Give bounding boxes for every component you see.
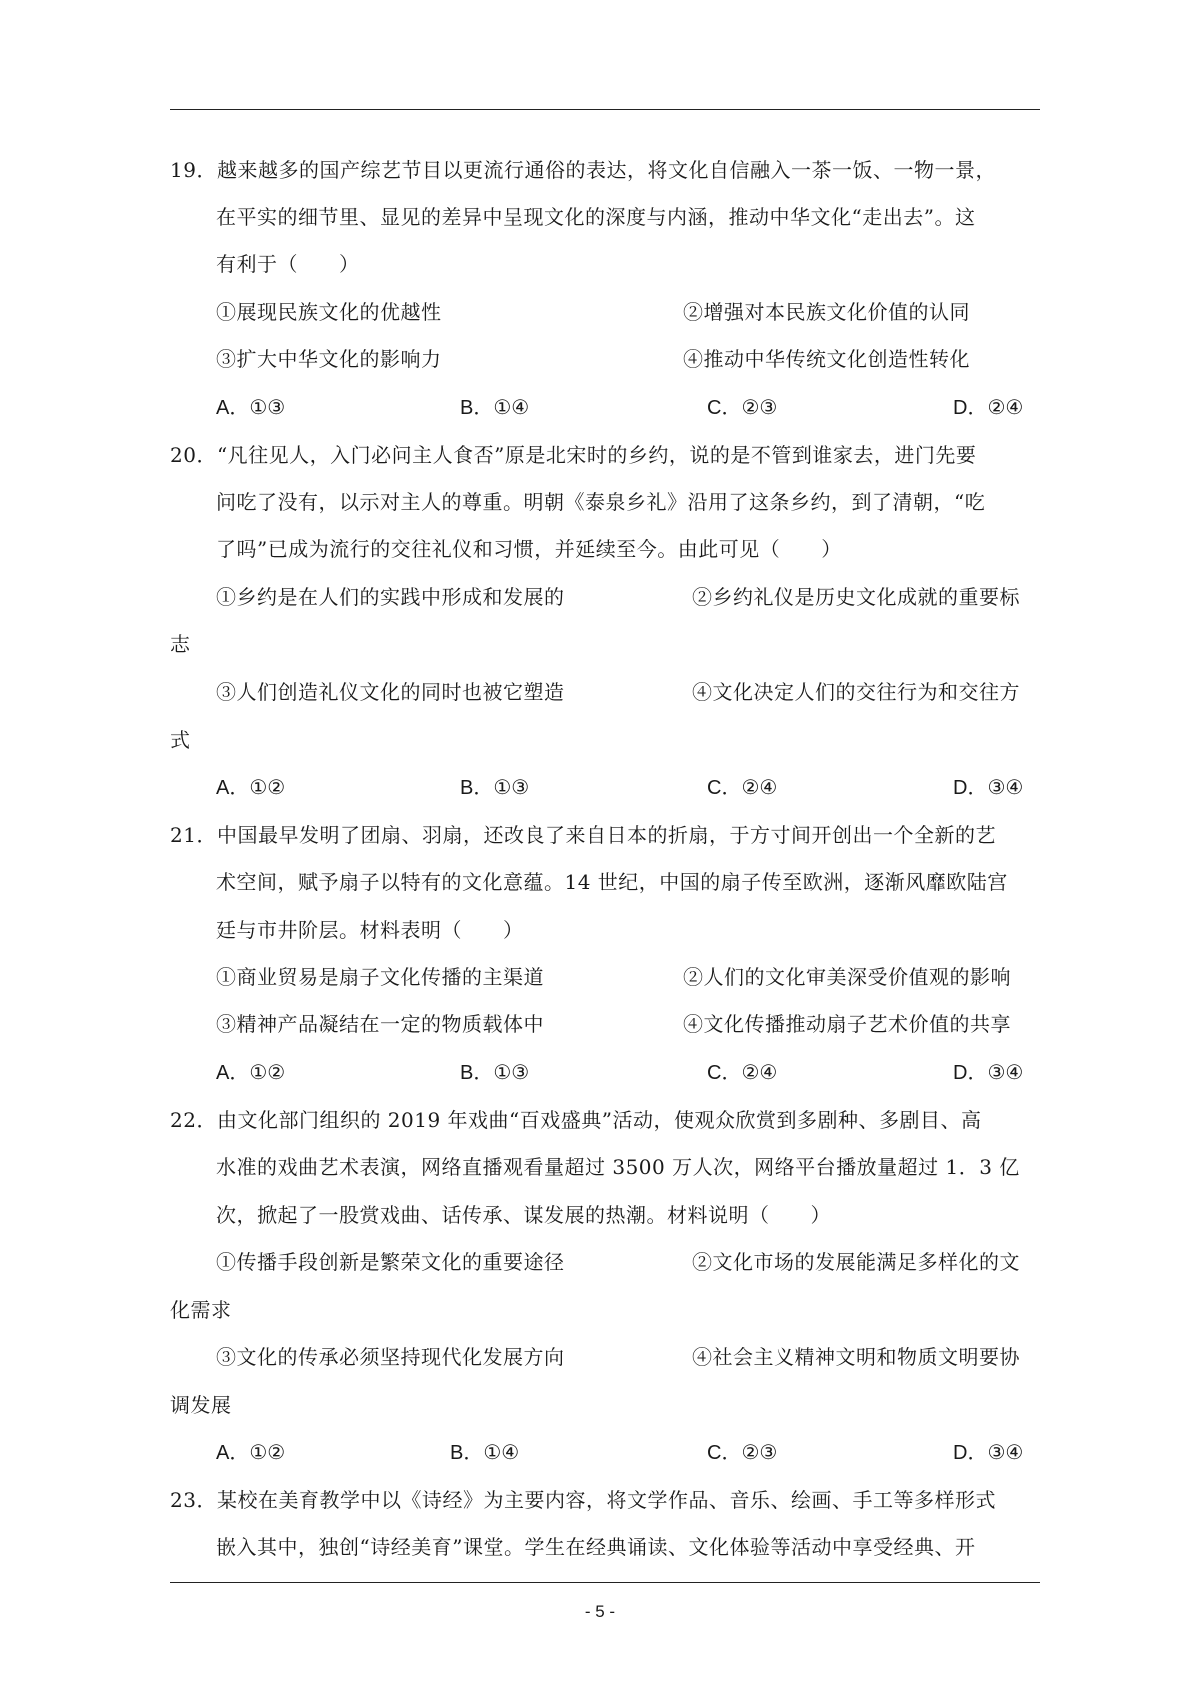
q21-statement-1: ①商业贸易是扇子文化传播的主渠道	[216, 965, 544, 989]
q22-statement-4: ④社会主义精神文明和物质文明要协	[692, 1345, 1020, 1369]
choice-value: ①④	[493, 395, 530, 419]
q22-line-1: 22．由文化部门组织的 2019 年戏曲“百戏盛典”活动，使观众欣赏到多剧种、多剧目、高	[170, 1108, 982, 1132]
q23-line-2: 嵌入其中，独创“诗经美育”课堂。学生在经典诵读、文化体验等活动中享受经典、开	[216, 1535, 976, 1559]
choice-value: ③④	[987, 775, 1024, 799]
q20-line-1: 20．“凡往见人，入门必问主人食否”原是北宋时的乡约，说的是不管到谁家去，进门先要	[170, 443, 977, 467]
q19-choice-b[interactable]	[460, 393, 529, 422]
choice-letter: B．	[460, 1062, 494, 1084]
choice-value: ②④	[741, 1060, 778, 1084]
page-number: - 5 -	[584, 1602, 616, 1621]
q20-statement-3: ③人们创造礼仪文化的同时也被它塑造	[216, 680, 565, 704]
choice-letter: D．	[953, 397, 988, 419]
choice-letter: D．	[953, 1442, 988, 1464]
choice-value: ③④	[987, 1440, 1024, 1464]
q22-choice-d[interactable]	[953, 1438, 1023, 1467]
choice-letter: A．	[216, 397, 250, 419]
q21-statement-2: ②人们的文化审美深受价值观的影响	[683, 965, 1011, 989]
q21-choice-c[interactable]	[707, 1058, 777, 1087]
q22-choice-c[interactable]	[707, 1438, 777, 1467]
choice-value: ①②	[249, 775, 286, 799]
q21-line-3: 廷与市井阶层。材料表明（ ）	[216, 918, 524, 942]
q20-line-3: 了吗”已成为流行的交往礼仪和习惯，并延续至今。由此可见（ ）	[216, 537, 842, 561]
choice-letter: B．	[460, 777, 494, 799]
q19-statement-1: ①展现民族文化的优越性	[216, 300, 442, 324]
q21-statement-3: ③精神产品凝结在一定的物质载体中	[216, 1012, 544, 1036]
choice-value: ①③	[493, 775, 530, 799]
choice-value: ③④	[987, 1060, 1024, 1084]
q19-statement-3: ③扩大中华文化的影响力	[216, 347, 442, 371]
q20-statement-2: ②乡约礼仪是历史文化成就的重要标	[692, 585, 1020, 609]
q22-statement-2-wrap: 化需求	[170, 1298, 232, 1322]
q19-statement-2: ②增强对本民族文化价值的认同	[683, 300, 970, 324]
choice-value: ①②	[249, 1440, 286, 1464]
q20-statement-4: ④文化决定人们的交往行为和交往方	[692, 680, 1020, 704]
q20-statement-4-wrap: 式	[170, 728, 191, 752]
q19-line-3: 有利于（ ）	[216, 252, 360, 276]
q23-line-1: 23．某校在美育教学中以《诗经》为主要内容，将文学作品、音乐、绘画、手工等多样形式	[170, 1488, 996, 1512]
choice-value: ②④	[987, 395, 1024, 419]
q22-statement-2: ②文化市场的发展能满足多样化的文	[692, 1250, 1020, 1274]
choice-value: ②③	[741, 395, 778, 419]
q19-choice-c[interactable]	[707, 393, 777, 422]
q20-choice-b[interactable]	[460, 773, 529, 802]
choice-letter: C．	[707, 1062, 742, 1084]
q19-choice-d[interactable]	[953, 393, 1023, 422]
q22-line-3: 次，掀起了一股赏戏曲、话传承、谋发展的热潮。材料说明（ ）	[216, 1203, 831, 1227]
q21-line-2: 术空间，赋予扇子以特有的文化意蕴。14 世纪，中国的扇子传至欧洲，逐渐风靡欧陆宫	[216, 870, 1008, 894]
choice-value: ①③	[493, 1060, 530, 1084]
choice-letter: A．	[216, 1442, 250, 1464]
q19-line-2: 在平实的细节里、显见的差异中呈现文化的深度与内涵，推动中华文化“走出去”。这	[216, 205, 976, 229]
q21-statement-4: ④文化传播推动扇子艺术价值的共享	[683, 1012, 1011, 1036]
choice-letter: C．	[707, 1442, 742, 1464]
choice-letter: D．	[953, 1062, 988, 1084]
choice-value: ①③	[249, 395, 286, 419]
q22-statement-4-wrap: 调发展	[170, 1393, 232, 1417]
q19-line-1: 19．越来越多的国产综艺节目以更流行通俗的表达，将文化自信融入一茶一饭、一物一景，	[170, 158, 996, 182]
q22-statement-3: ③文化的传承必须坚持现代化发展方向	[216, 1345, 565, 1369]
q20-statement-2-wrap: 志	[170, 632, 191, 656]
q19-statement-4: ④推动中华传统文化创造性转化	[683, 347, 970, 371]
choice-letter: C．	[707, 777, 742, 799]
q20-choice-a[interactable]	[216, 773, 285, 802]
choice-value: ②④	[741, 775, 778, 799]
q22-choice-a[interactable]	[216, 1438, 285, 1467]
footer-rule	[170, 1582, 1040, 1583]
q20-choice-c[interactable]	[707, 773, 777, 802]
choice-letter: B．	[460, 397, 494, 419]
q20-choice-d[interactable]	[953, 773, 1023, 802]
choice-value: ②③	[741, 1440, 778, 1464]
q21-choice-a[interactable]	[216, 1058, 285, 1087]
q21-choice-d[interactable]	[953, 1058, 1023, 1087]
choice-letter: A．	[216, 777, 250, 799]
choice-value: ①④	[483, 1440, 520, 1464]
q22-line-2: 水准的戏曲艺术表演，网络直播观看量超过 3500 万人次，网络平台播放量超过 1．3 亿	[216, 1155, 1020, 1179]
choice-letter: D．	[953, 777, 988, 799]
q19-choice-a[interactable]	[216, 393, 285, 422]
choice-letter: B．	[450, 1442, 484, 1464]
header-rule	[170, 109, 1040, 110]
q20-line-2: 问吃了没有，以示对主人的尊重。明朝《泰泉乡礼》沿用了这条乡约，到了清朝，“吃	[216, 490, 986, 514]
q20-statement-1: ①乡约是在人们的实践中形成和发展的	[216, 585, 565, 609]
q22-statement-1: ①传播手段创新是繁荣文化的重要途径	[216, 1250, 565, 1274]
q21-line-1: 21．中国最早发明了团扇、羽扇，还改良了来自日本的折扇，于方寸间开创出一个全新的艺	[170, 823, 996, 847]
q21-choice-b[interactable]	[460, 1058, 529, 1087]
q22-choice-b[interactable]	[450, 1438, 519, 1467]
choice-letter: A．	[216, 1062, 250, 1084]
choice-letter: C．	[707, 397, 742, 419]
choice-value: ①②	[249, 1060, 286, 1084]
